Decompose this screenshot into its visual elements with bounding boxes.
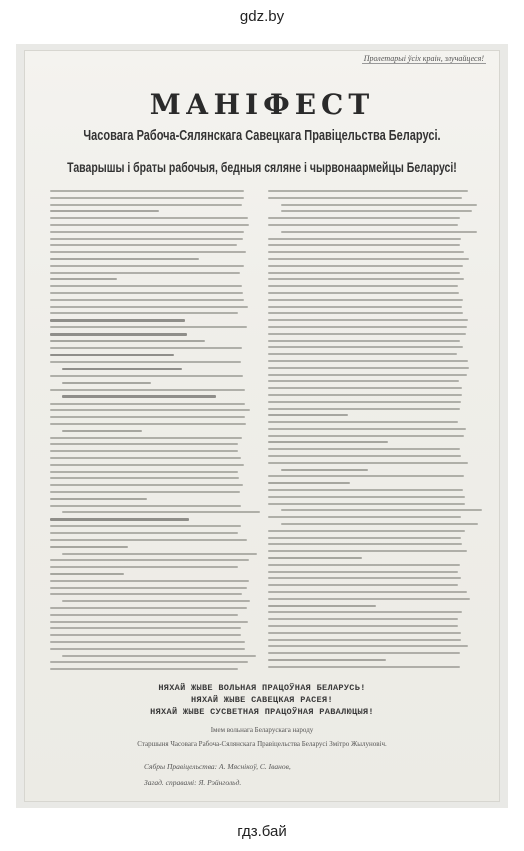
illegible-text-line	[50, 580, 249, 582]
illegible-text-line	[281, 204, 477, 206]
illegible-text-line	[50, 340, 205, 342]
body-column-left	[50, 190, 258, 678]
closing-block	[24, 682, 500, 748]
document-address: Таварышы і браты рабочыя, бедныя сяляне і чырвонаармейцы Беларусі!	[67, 160, 457, 176]
illegible-text-line	[50, 559, 249, 561]
illegible-text-line	[50, 416, 245, 418]
illegible-text-line	[50, 204, 242, 206]
illegible-text-line	[50, 668, 238, 670]
illegible-text-line	[268, 489, 463, 491]
illegible-text-line	[268, 611, 462, 613]
illegible-text-line	[268, 591, 467, 593]
illegible-text-line	[268, 272, 460, 274]
illegible-text-line	[50, 593, 242, 595]
illegible-text-line	[50, 326, 247, 328]
illegible-text-line	[50, 491, 240, 493]
illegible-text-line	[268, 374, 467, 376]
illegible-text-line	[268, 244, 460, 246]
addressee-line: Імем вольнага Беларускага народу	[210, 726, 314, 734]
illegible-text-line	[268, 414, 348, 416]
illegible-text-line	[50, 627, 241, 629]
illegible-text-line	[62, 368, 182, 370]
illegible-text-line	[268, 333, 466, 335]
illegible-text-line	[268, 251, 464, 253]
illegible-text-line	[281, 509, 482, 511]
site-header[interactable]: gdz.by	[239, 8, 285, 25]
illegible-text-line	[268, 618, 458, 620]
illegible-text-line	[50, 299, 244, 301]
signature-line: Сябры Правіцельства: А. Мяснікоў, С. Іванов,	[144, 762, 291, 771]
illegible-text-line	[50, 244, 237, 246]
site-footer[interactable]: гдз.бай	[237, 823, 287, 840]
illegible-text-line	[268, 360, 468, 362]
illegible-text-line	[50, 614, 238, 616]
illegible-text-line	[50, 251, 246, 253]
illegible-text-line	[268, 462, 468, 464]
illegible-text-line	[50, 197, 244, 199]
illegible-text-line	[268, 428, 466, 430]
illegible-text-line	[268, 258, 469, 260]
illegible-text-line	[268, 401, 461, 403]
illegible-text-line	[50, 190, 244, 192]
illegible-text-line	[62, 655, 255, 657]
illegible-text-line	[62, 395, 215, 397]
illegible-text-line	[50, 285, 242, 287]
illegible-text-line	[50, 272, 240, 274]
illegible-text-line	[268, 326, 467, 328]
illegible-text-line	[268, 265, 463, 267]
illegible-text-line	[50, 319, 185, 321]
illegible-text-line	[62, 430, 142, 432]
illegible-text-line	[50, 217, 248, 219]
illegible-text-line	[50, 457, 241, 459]
illegible-text-line	[268, 530, 465, 532]
illegible-text-line	[268, 278, 464, 280]
illegible-text-line	[50, 443, 238, 445]
illegible-text-line	[50, 354, 174, 356]
illegible-text-line	[268, 584, 458, 586]
illegible-text-line	[268, 557, 362, 559]
illegible-text-line	[50, 621, 248, 623]
illegible-text-line	[50, 641, 245, 643]
illegible-text-line	[50, 464, 244, 466]
illegible-text-line	[268, 455, 461, 457]
illegible-text-line	[268, 346, 463, 348]
illegible-text-line	[268, 543, 462, 545]
illegible-text-line	[50, 238, 243, 240]
illegible-text-line	[50, 471, 238, 473]
illegible-text-line	[50, 231, 244, 233]
document-subtitle: Часовага Рабоча-Сялянскага Савецкага Правіцельства Беларусі.	[83, 128, 441, 144]
illegible-text-line	[268, 299, 463, 301]
illegible-text-line	[50, 403, 245, 405]
illegible-text-line	[268, 353, 457, 355]
illegible-text-line	[50, 546, 128, 548]
illegible-text-line	[50, 375, 243, 377]
illegible-text-line	[268, 639, 461, 641]
top-slogan: Пролетарыі ўсіх краін, злучайцеся!	[363, 54, 484, 63]
illegible-text-line	[268, 285, 458, 287]
illegible-text-line	[268, 408, 460, 410]
illegible-text-line	[268, 387, 462, 389]
illegible-text-line	[62, 511, 259, 513]
illegible-text-line	[50, 437, 242, 439]
illegible-text-line	[50, 450, 238, 452]
illegible-text-line	[268, 394, 462, 396]
illegible-text-line	[50, 361, 241, 363]
illegible-text-line	[268, 659, 386, 661]
illegible-text-line	[268, 475, 464, 477]
illegible-text-line	[50, 498, 147, 500]
illegible-text-line	[268, 448, 460, 450]
illegible-text-line	[50, 484, 243, 486]
illegible-text-line	[50, 333, 187, 335]
illegible-text-line	[50, 607, 247, 609]
illegible-text-line	[268, 645, 468, 647]
illegible-text-line	[281, 523, 478, 525]
illegible-text-line	[62, 600, 250, 602]
closing-slogan: НЯХАЙ ЖЫВЕ СУСВЕТНАЯ ПРАЦОЎНАЯ РАВАЛЮЦЫЯ!	[150, 707, 374, 717]
illegible-text-line	[62, 553, 257, 555]
illegible-text-line	[50, 224, 249, 226]
illegible-text-line	[268, 435, 464, 437]
illegible-text-line	[50, 292, 243, 294]
illegible-text-line	[50, 505, 241, 507]
illegible-text-line	[281, 231, 478, 233]
illegible-text-line	[268, 312, 463, 314]
illegible-text-line	[268, 197, 462, 199]
illegible-text-line	[50, 347, 242, 349]
illegible-text-line	[50, 539, 247, 541]
illegible-text-line	[268, 571, 458, 573]
illegible-text-line	[268, 441, 388, 443]
illegible-text-line	[50, 661, 248, 663]
illegible-text-line	[268, 190, 468, 192]
illegible-text-line	[268, 482, 350, 484]
illegible-text-line	[62, 382, 151, 384]
illegible-text-line	[50, 477, 239, 479]
illegible-text-line	[50, 210, 159, 212]
illegible-text-line	[268, 564, 460, 566]
illegible-text-line	[268, 577, 461, 579]
closing-slogan: НЯХАЙ ЖЫВЕ ВОЛЬНАЯ ПРАЦОЎНАЯ БЕЛАРУСЬ!	[158, 683, 366, 693]
illegible-text-line	[50, 566, 238, 568]
illegible-text-line	[50, 258, 199, 260]
illegible-text-line	[268, 625, 458, 627]
manifesto-sheet	[24, 50, 500, 802]
signature-line: Загад. справамі: Я. Рэйнгольд.	[144, 778, 242, 787]
illegible-text-line	[268, 666, 460, 668]
closing-slogan: НЯХАЙ ЖЫВЕ САВЕЦКАЯ РАСЕЯ!	[191, 695, 333, 705]
illegible-text-line	[268, 217, 460, 219]
chairman-line: Старшыня Часовага Рабоча-Сялянскага Правіцельства Беларусі Змітро Жылуновіч.	[137, 740, 387, 748]
illegible-text-line	[268, 421, 458, 423]
illegible-text-line	[50, 389, 245, 391]
illegible-text-line	[268, 503, 465, 505]
illegible-text-line	[50, 634, 241, 636]
illegible-text-line	[268, 632, 461, 634]
illegible-text-line	[268, 238, 461, 240]
document-title: МАНІФЕСТ	[149, 88, 375, 121]
illegible-text-line	[50, 648, 245, 650]
body-column-right	[268, 190, 478, 678]
illegible-text-line	[268, 367, 469, 369]
illegible-text-line	[281, 210, 472, 212]
illegible-text-line	[50, 265, 244, 267]
illegible-text-line	[268, 340, 460, 342]
illegible-text-line	[268, 306, 462, 308]
illegible-text-line	[50, 587, 247, 589]
illegible-text-line	[50, 525, 241, 527]
illegible-text-line	[50, 518, 189, 520]
illegible-text-line	[268, 516, 461, 518]
illegible-text-line	[268, 319, 468, 321]
manifesto-photo	[16, 44, 508, 808]
illegible-text-line	[50, 423, 246, 425]
illegible-text-line	[268, 292, 459, 294]
illegible-text-line	[50, 306, 248, 308]
illegible-text-line	[268, 224, 458, 226]
illegible-text-line	[50, 312, 238, 314]
illegible-text-line	[50, 532, 238, 534]
illegible-text-line	[268, 550, 467, 552]
illegible-text-line	[281, 469, 368, 471]
illegible-text-line	[50, 573, 124, 575]
illegible-text-line	[268, 380, 459, 382]
illegible-text-line	[268, 605, 376, 607]
illegible-text-line	[50, 278, 117, 280]
illegible-text-line	[50, 409, 250, 411]
illegible-text-line	[268, 537, 461, 539]
illegible-text-line	[268, 598, 470, 600]
illegible-text-line	[268, 652, 460, 654]
illegible-text-line	[268, 496, 465, 498]
